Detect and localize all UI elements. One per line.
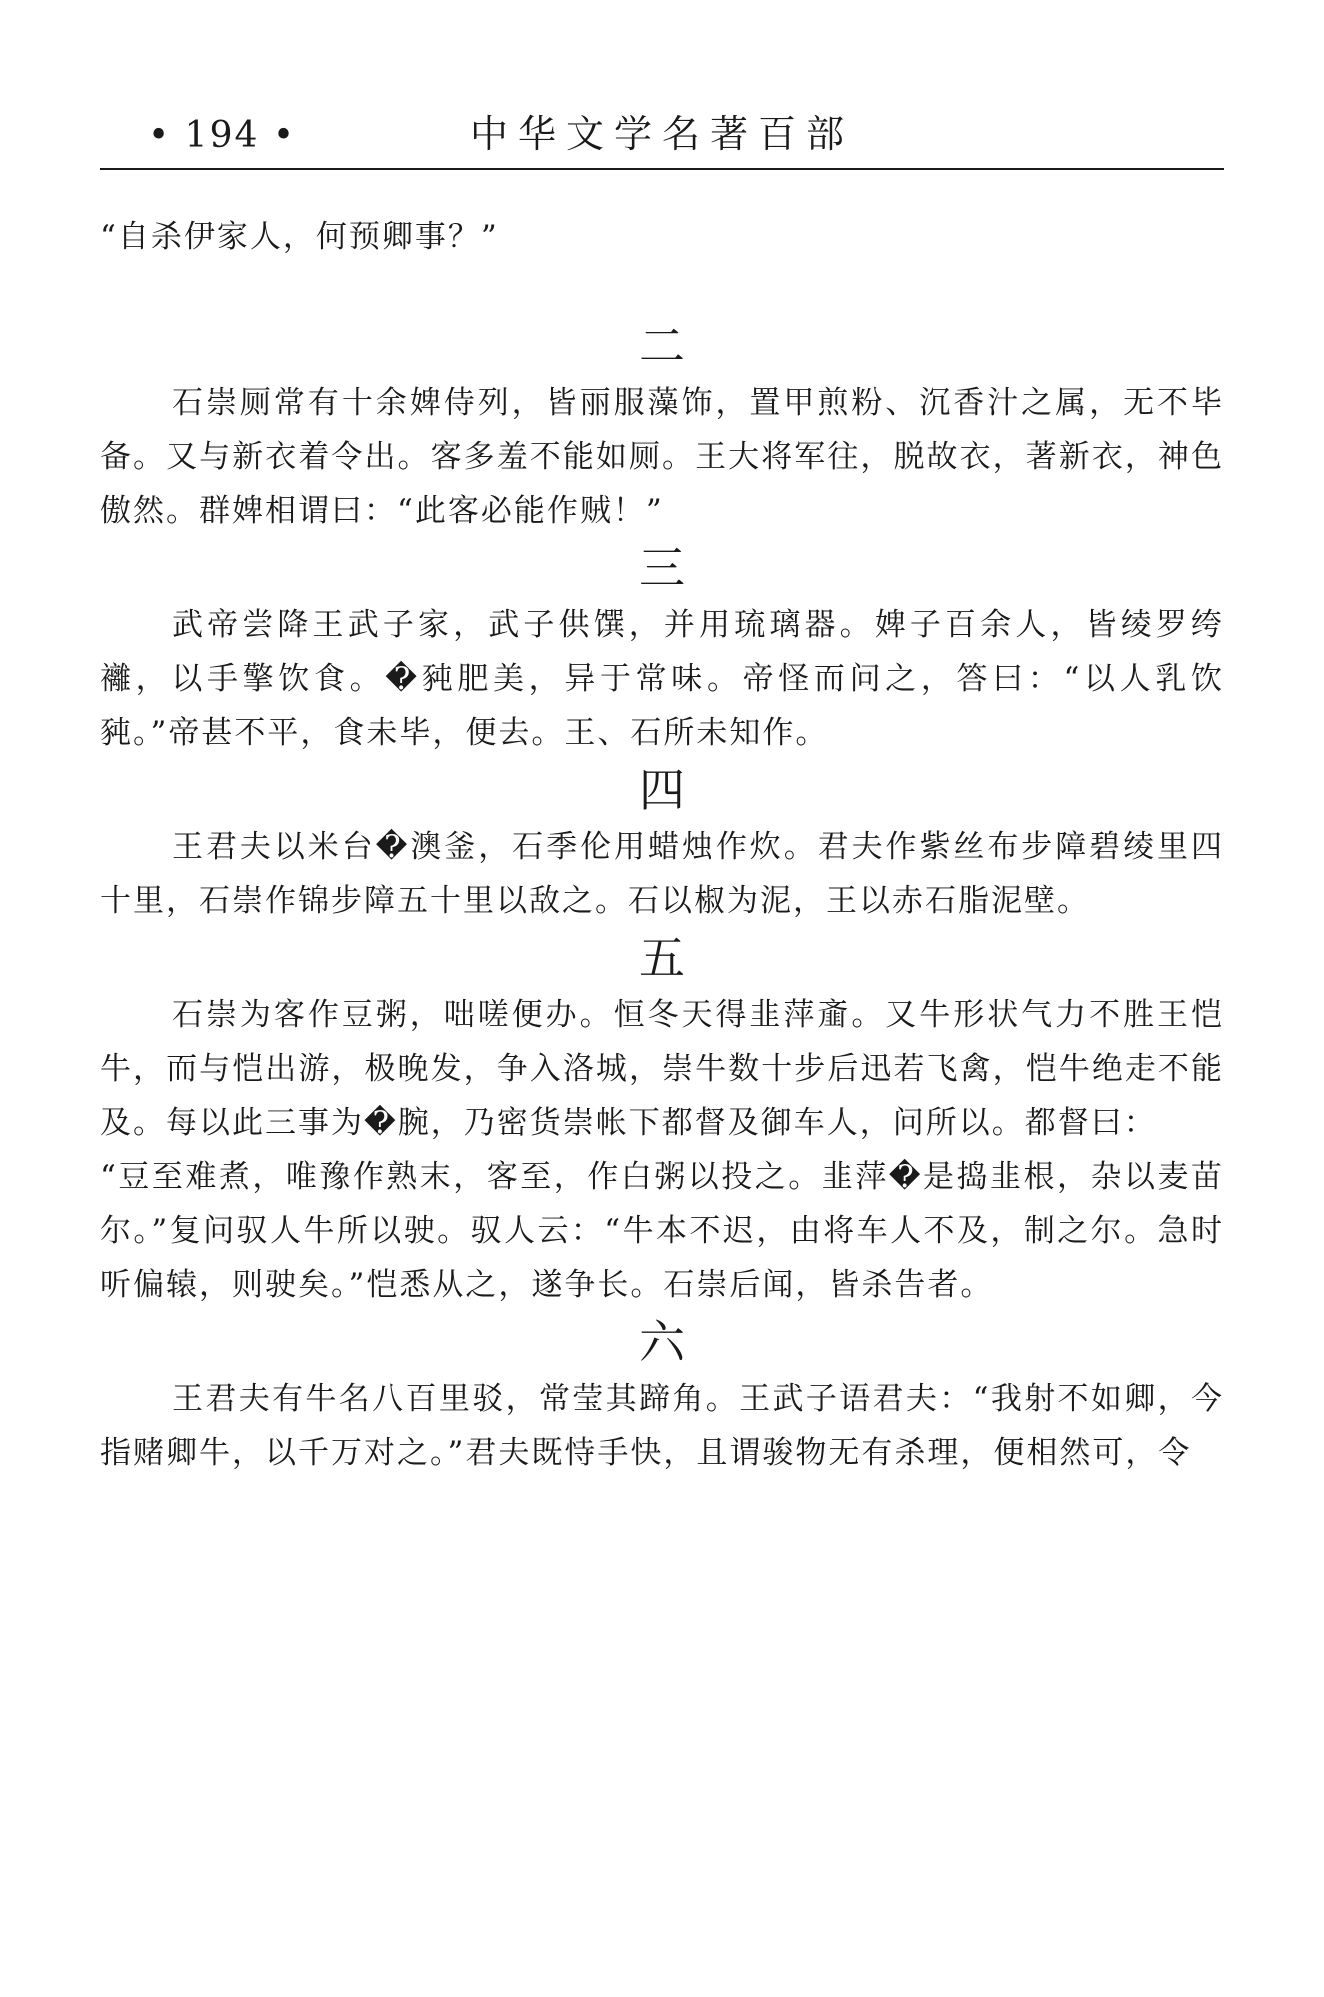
page-header [100, 108, 1224, 170]
section-5-paragraph-continued: “豆至难煮，唯豫作熟末，客至，作白粥以投之。韭萍�是捣韭根，杂以麦苗尔。”复问驭人牛所以驶。驭人云：“牛本不迟，由将车人不及，制之尔。急时听偏辕，则驶矣。”恺悉从之，遂争长。石崇后闻，皆杀告者。 [100, 1159, 1224, 1303]
section-heading-6: 六 [639, 1315, 685, 1369]
section-heading-4: 四 [639, 763, 685, 817]
section-4-paragraph: 王君夫以米台�澳釜，石季伦用蜡烛作炊。君夫作紫丝布步障碧绫里四十里，石崇作锦步障五十里以敌之。石以椒为泥，王以赤石脂泥壁。 [100, 829, 1224, 919]
opening-paragraph: “自杀伊家人，何预卿事？” [100, 219, 499, 255]
section-heading-3: 三 [639, 541, 685, 595]
section-6-paragraph: 王君夫有牛名八百里驳，常莹其蹄角。王武子语君夫：“我射不如卿，今指赌卿牛，以千万对之。”君夫既恃手快，且谓骏物无有杀理，便相然可，令 [100, 1381, 1224, 1471]
page-number: • 194 • [148, 115, 297, 156]
section-heading-5: 五 [639, 931, 685, 985]
section-2-paragraph: 石崇厕常有十余婢侍列，皆丽服藻饰，置甲煎粉、沉香汁之属，无不毕备。又与新衣着令出。客多羞不能如厕。王大将军往，脱故衣，著新衣，神色傲然。群婢相谓曰：“此客必能作贼！” [100, 385, 1224, 529]
section-3-paragraph: 武帝尝降王武子家，武子供馔，并用琉璃器。婢子百余人，皆绫罗绔 䙰，以手擎饮食。�豘肥美，异于常味。帝怪而问之，答曰：“以人乳饮豘。”帝甚不平，食未毕，便去。王、石所未知作。 [100, 607, 1224, 751]
section-heading-2: 二 [639, 319, 685, 373]
book-title: 中华文学名著百部 [469, 112, 854, 156]
section-5-paragraph: 石崇为客作豆粥，咄嗟便办。恒冬天得韭萍齑。又牛形状气力不胜王恺牛，而与恺出游，极晚发，争入洛城，崇牛数十步后迅若飞禽，恺牛绝走不能及。每以此三事为�腕，乃密货崇帐下都督及御车人，问所以。都督曰： [100, 997, 1224, 1141]
page-body [100, 210, 1224, 1480]
